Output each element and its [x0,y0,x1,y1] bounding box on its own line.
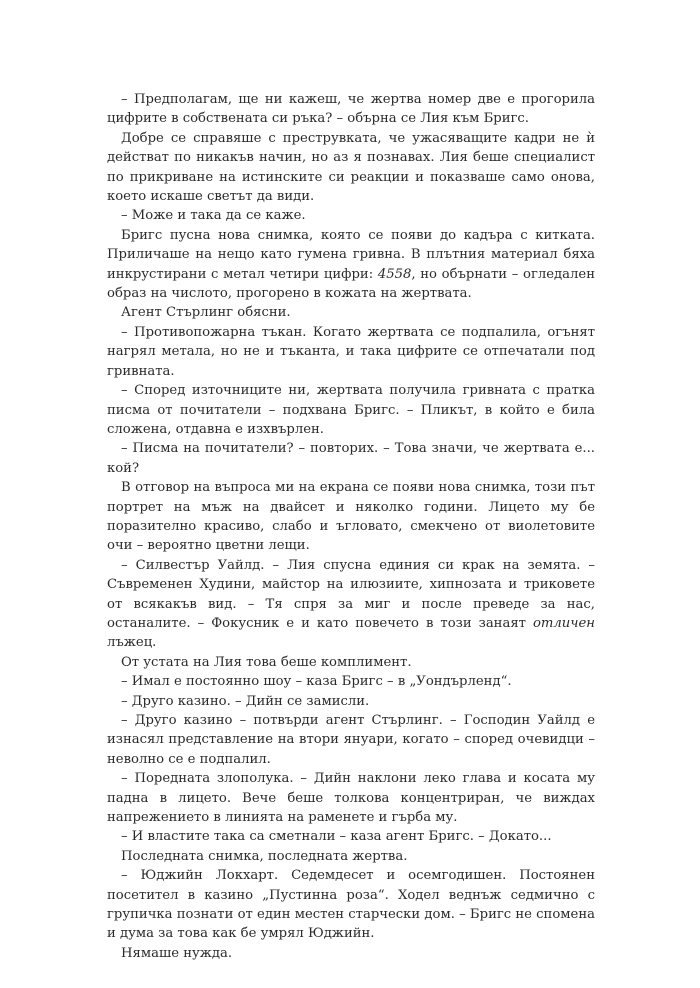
paragraph-text: Нямаше нужда. [121,945,233,961]
paragraph [107,206,595,225]
paragraph-text: Добре се справяше с преструвката, че ужасяващите кадри не ѝ действат по никакъв начин, но аз я познавах. Лия беше специалист по прикриване на истинските си реакции и показваше само онова, което искаше светът да види. [107,130,595,205]
paragraph [107,866,595,944]
paragraph [107,944,595,963]
paragraph [107,381,595,439]
paragraph-text: лъжец. [107,635,157,651]
paragraph-text: – Юджийн Локхарт. Седемдесет и осемгодишен. Постоянен посетител в казино „Пустинна роза“. Ходел веднъж седмично с групичка познати от един местен старчески дом. – Бригс не спомена и дума за това как бе умрял Юджийн. [107,868,595,942]
paragraph [107,303,595,322]
paragraph-text: – Може и така да се каже. [121,208,306,224]
paragraph [107,439,595,478]
paragraph [107,478,595,556]
paragraph [107,769,595,827]
paragraph-text: – Поредната злополука. – Дийн наклони леко глава и косата му падна в лицето. Вече беше толкова концентриран, че виждах напрежението в линията на раменете и гърба му. [107,771,595,826]
paragraph-text: – Писма на почитатели? – повторих. – Това значи, че жертвата е... кой? [107,441,595,476]
paragraph-text: В отговор на въпроса ми на екрана се появи нова снимка, този път портрет на мъж на двайсет и няколко години. Лицето му бе поразително красиво, слабо и ъгловато, смекчено от виолетовите очи – вероятно цветни лещи. [107,480,595,554]
paragraph [107,711,595,769]
paragraph [107,129,595,207]
paragraph-text: Последната снимка, последната жертва. [121,848,408,864]
paragraph-text: – Друго казино – потвърди агент Стърлинг. – Господин Уайлд е изнасял представление на втори януари, когато – според очевидци – неволно се е подпалил. [107,713,595,767]
paragraph-text: – Противопожарна тъкан. Когато жертвата се подпалила, огънят нагрял метала, но не и тъканта, и така цифрите се отпечатали под гривната. [107,324,595,379]
emphasized-text: отличен [532,615,595,631]
paragraph [107,692,595,711]
paragraph-text: , но обърнати – огледален образ на числото, прогорено в кожата на жертвата. [107,266,595,302]
paragraph-text: Бригс пусна нова снимка, която се появи до кадъра с китката. Приличаше на нещо като гумена гривна. В плътния материал бяха инкрустирани с метал четири цифри: [107,227,595,282]
paragraph-text: – Силвестър Уайлд. – Лия спусна единия си крак на земята. – Съвременен Худини, майстор на илюзиите, хипнозата и триковете от всякакъв вид. – Тя спря за миг и после преведе за нас, останалите. – Фокусник е и като повечето в този занаят [107,557,595,631]
paragraph [107,323,595,381]
paragraph [107,653,595,672]
paragraph [107,90,595,129]
paragraph [107,847,595,866]
paragraph [107,672,595,691]
paragraph-text: – Имал е постоянно шоу – каза Бригс – в „Уондърленд“. [121,674,512,690]
paragraph-text: Агент Стърлинг обясни. [121,305,291,321]
paragraph [107,827,595,846]
paragraph-text: От устата на Лия това беше комплимент. [121,654,412,670]
paragraph-text: – И властите така са сметнали – каза агент Бригс. – Докато... [121,829,552,845]
paragraph [107,556,595,653]
paragraph-text: – Според източниците ни, жертвата получила гривната с пратка писма от почитатели – подхвана Бригс. – Пликът, в който е била сложена, отдавна е изхвърлен. [107,383,595,437]
paragraph [107,226,595,304]
paragraph-text: – Предполагам, ще ни кажеш, че жертва номер две е прогорила цифрите в собствената си ръка? – обърна се Лия към Бригс. [107,92,595,127]
body-text [107,90,595,963]
paragraph-text: – Друго казино. – Дийн се замисли. [121,693,370,709]
emphasized-text: 4558 [377,266,412,282]
